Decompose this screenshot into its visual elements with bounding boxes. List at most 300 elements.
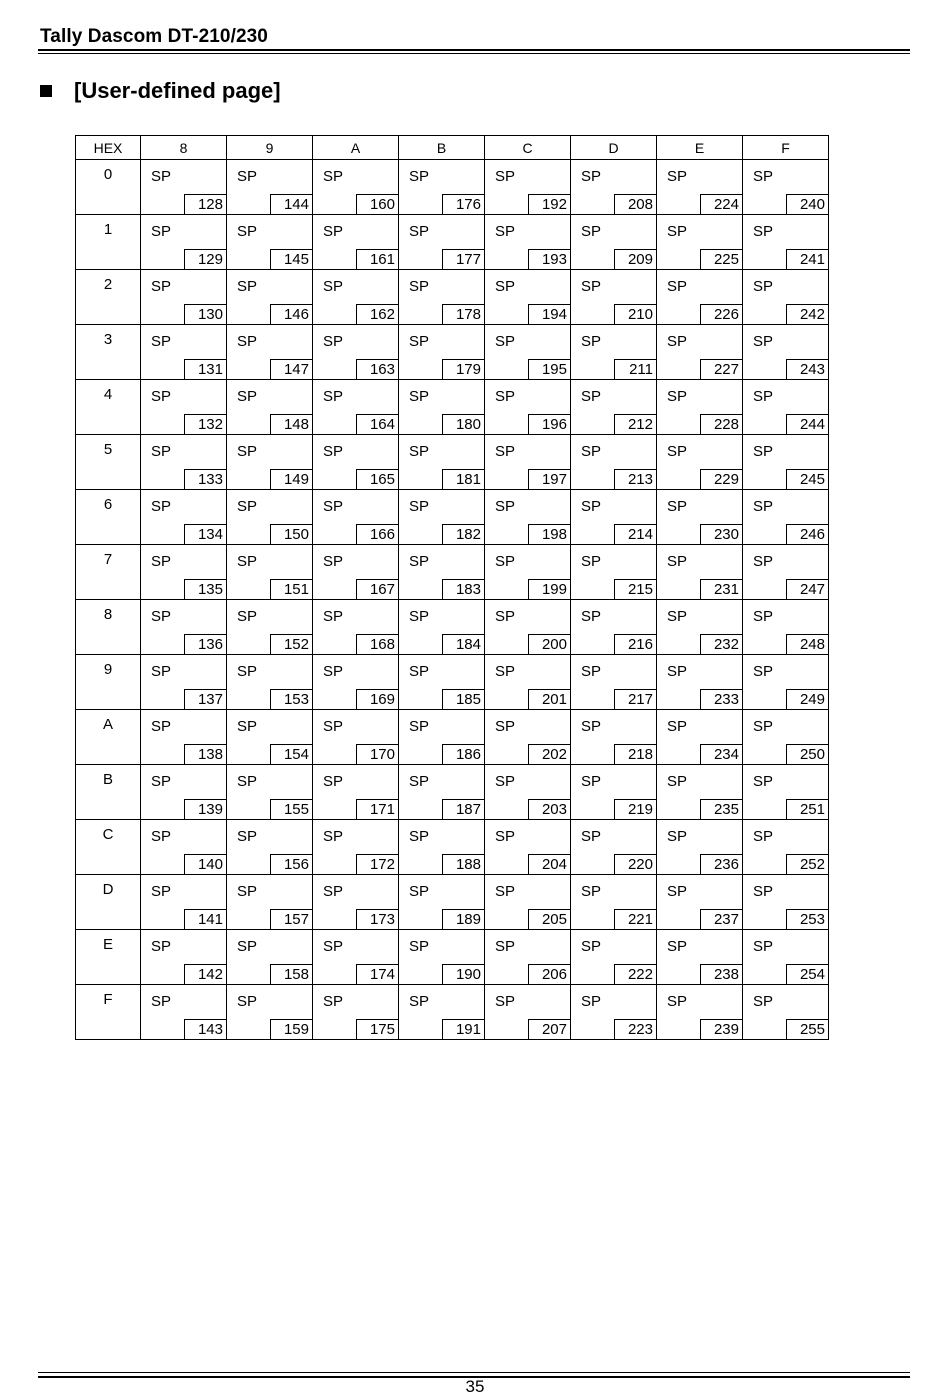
cell-code-value: 175 [356, 1019, 398, 1039]
cell-code-value: 225 [700, 249, 742, 269]
cell-code-value: 147 [270, 359, 312, 379]
cell-character-label: SP [151, 883, 172, 900]
table-cell [227, 710, 313, 765]
table-cell [571, 600, 657, 655]
cell-code-value: 177 [442, 249, 484, 269]
cell-code-value: 171 [356, 799, 398, 819]
cell-character-label: SP [151, 663, 172, 680]
cell-character-label: SP [151, 828, 172, 845]
table-row [76, 710, 829, 765]
cell-character-label: SP [581, 773, 602, 790]
cell-code-value: 236 [700, 854, 742, 874]
table-cell [313, 380, 399, 435]
table-cell [399, 490, 485, 545]
table-cell [571, 655, 657, 710]
table-cell [399, 435, 485, 490]
table-cell [399, 215, 485, 270]
table-cell [313, 490, 399, 545]
table-cell [657, 325, 743, 380]
table-cell [657, 930, 743, 985]
table-row [76, 215, 829, 270]
cell-code-value: 131 [184, 359, 226, 379]
cell-code-value: 198 [528, 524, 570, 544]
cell-character-label: SP [581, 883, 602, 900]
cell-code-value: 246 [786, 524, 828, 544]
cell-code-value: 185 [442, 689, 484, 709]
cell-character-label: SP [237, 278, 258, 295]
cell-character-label: SP [151, 993, 172, 1010]
table-cell [657, 380, 743, 435]
cell-character-label: SP [409, 883, 430, 900]
cell-character-label: SP [409, 278, 430, 295]
cell-character-label: SP [495, 443, 516, 460]
cell-code-value: 212 [614, 414, 656, 434]
table-cell [313, 875, 399, 930]
table-cell [141, 380, 227, 435]
cell-code-value: 161 [356, 249, 398, 269]
table-cell [141, 655, 227, 710]
cell-code-value: 221 [614, 909, 656, 929]
cell-code-value: 229 [700, 469, 742, 489]
cell-code-value: 176 [442, 194, 484, 214]
table-cell [743, 435, 829, 490]
cell-code-value: 203 [528, 799, 570, 819]
cell-code-value: 164 [356, 414, 398, 434]
table-cell [313, 655, 399, 710]
cell-character-label: SP [151, 938, 172, 955]
square-bullet-icon [40, 85, 52, 97]
document-title: Tally Dascom DT-210/230 [40, 26, 268, 47]
cell-code-value: 146 [270, 304, 312, 324]
cell-code-value: 252 [786, 854, 828, 874]
table-row [76, 380, 829, 435]
cell-character-label: SP [323, 883, 344, 900]
page-number: 35 [465, 1377, 485, 1396]
cell-character-label: SP [581, 223, 602, 240]
cell-character-label: SP [495, 278, 516, 295]
cell-code-value: 172 [356, 854, 398, 874]
table-cell [743, 875, 829, 930]
cell-code-value: 233 [700, 689, 742, 709]
cell-character-label: SP [323, 168, 344, 185]
character-code-table [75, 135, 829, 1040]
cell-character-label: SP [237, 773, 258, 790]
cell-code-value: 214 [614, 524, 656, 544]
cell-code-value: 217 [614, 689, 656, 709]
cell-code-value: 196 [528, 414, 570, 434]
table-cell [571, 160, 657, 215]
cell-character-label: SP [409, 168, 430, 185]
cell-character-label: SP [151, 168, 172, 185]
cell-character-label: SP [753, 498, 774, 515]
table-cell [227, 490, 313, 545]
section-heading [40, 78, 281, 104]
cell-character-label: SP [667, 278, 688, 295]
table-header-row [76, 136, 829, 160]
table-cell [743, 215, 829, 270]
table-cell [657, 765, 743, 820]
cell-code-value: 143 [184, 1019, 226, 1039]
cell-character-label: SP [151, 388, 172, 405]
cell-code-value: 202 [528, 744, 570, 764]
cell-code-value: 135 [184, 579, 226, 599]
table-cell [141, 765, 227, 820]
cell-code-value: 235 [700, 799, 742, 819]
cell-character-label: SP [753, 443, 774, 460]
cell-character-label: SP [151, 333, 172, 350]
row-header: 7 [76, 545, 141, 600]
table-cell [141, 875, 227, 930]
table-cell [313, 435, 399, 490]
cell-code-value: 163 [356, 359, 398, 379]
cell-character-label: SP [581, 388, 602, 405]
cell-character-label: SP [495, 993, 516, 1010]
table-row [76, 820, 829, 875]
table-cell [141, 545, 227, 600]
cell-character-label: SP [667, 553, 688, 570]
table-cell [485, 600, 571, 655]
table-cell [313, 985, 399, 1040]
cell-code-value: 255 [786, 1019, 828, 1039]
row-header: 3 [76, 325, 141, 380]
cell-code-value: 191 [442, 1019, 484, 1039]
table-cell [227, 985, 313, 1040]
table-cell [657, 710, 743, 765]
table-row [76, 875, 829, 930]
cell-code-value: 206 [528, 964, 570, 984]
table-cell [571, 325, 657, 380]
cell-character-label: SP [237, 443, 258, 460]
cell-character-label: SP [753, 608, 774, 625]
cell-character-label: SP [667, 333, 688, 350]
table-row [76, 765, 829, 820]
cell-character-label: SP [495, 883, 516, 900]
cell-character-label: SP [323, 333, 344, 350]
cell-character-label: SP [237, 388, 258, 405]
table-cell [227, 600, 313, 655]
table-cell [313, 600, 399, 655]
table-cell [743, 545, 829, 600]
cell-code-value: 142 [184, 964, 226, 984]
cell-code-value: 188 [442, 854, 484, 874]
cell-code-value: 192 [528, 194, 570, 214]
cell-code-value: 204 [528, 854, 570, 874]
table-cell [743, 270, 829, 325]
cell-code-value: 232 [700, 634, 742, 654]
cell-code-value: 156 [270, 854, 312, 874]
table-cell [399, 875, 485, 930]
cell-character-label: SP [323, 278, 344, 295]
table-cell [141, 490, 227, 545]
table-cell [657, 160, 743, 215]
cell-code-value: 134 [184, 524, 226, 544]
cell-character-label: SP [753, 718, 774, 735]
cell-code-value: 189 [442, 909, 484, 929]
table-cell [313, 160, 399, 215]
cell-code-value: 205 [528, 909, 570, 929]
table-cell [657, 435, 743, 490]
cell-code-value: 194 [528, 304, 570, 324]
cell-character-label: SP [151, 773, 172, 790]
cell-code-value: 166 [356, 524, 398, 544]
cell-code-value: 207 [528, 1019, 570, 1039]
cell-code-value: 184 [442, 634, 484, 654]
cell-code-value: 211 [614, 359, 656, 379]
cell-character-label: SP [495, 828, 516, 845]
cell-code-value: 139 [184, 799, 226, 819]
row-header: A [76, 710, 141, 765]
table-cell [485, 380, 571, 435]
table-cell [485, 160, 571, 215]
table-cell [743, 380, 829, 435]
cell-code-value: 152 [270, 634, 312, 654]
cell-code-value: 145 [270, 249, 312, 269]
table-cell [399, 325, 485, 380]
cell-code-value: 195 [528, 359, 570, 379]
cell-code-value: 226 [700, 304, 742, 324]
table-cell [141, 930, 227, 985]
cell-character-label: SP [323, 718, 344, 735]
table-cell [657, 655, 743, 710]
table-cell [743, 490, 829, 545]
table-cell [313, 215, 399, 270]
cell-code-value: 223 [614, 1019, 656, 1039]
cell-code-value: 151 [270, 579, 312, 599]
cell-character-label: SP [581, 828, 602, 845]
table-cell [141, 435, 227, 490]
cell-character-label: SP [237, 718, 258, 735]
cell-character-label: SP [237, 608, 258, 625]
table-cell [227, 160, 313, 215]
cell-code-value: 180 [442, 414, 484, 434]
header-rule-thin [38, 53, 910, 54]
table-cell [571, 435, 657, 490]
table-cell [399, 820, 485, 875]
table-cell [657, 545, 743, 600]
cell-character-label: SP [667, 168, 688, 185]
cell-code-value: 193 [528, 249, 570, 269]
cell-code-value: 228 [700, 414, 742, 434]
cell-character-label: SP [581, 718, 602, 735]
cell-character-label: SP [667, 718, 688, 735]
cell-code-value: 254 [786, 964, 828, 984]
cell-code-value: 141 [184, 909, 226, 929]
table-cell [313, 710, 399, 765]
column-header: A [313, 136, 399, 160]
table-cell [743, 985, 829, 1040]
footer-rule-thin [38, 1372, 910, 1373]
table-cell [141, 160, 227, 215]
cell-character-label: SP [409, 773, 430, 790]
cell-code-value: 216 [614, 634, 656, 654]
cell-code-value: 227 [700, 359, 742, 379]
cell-code-value: 187 [442, 799, 484, 819]
cell-code-value: 210 [614, 304, 656, 324]
cell-code-value: 222 [614, 964, 656, 984]
cell-character-label: SP [495, 938, 516, 955]
row-header: 2 [76, 270, 141, 325]
table-cell [227, 820, 313, 875]
table-row [76, 160, 829, 215]
cell-character-label: SP [753, 883, 774, 900]
row-header: D [76, 875, 141, 930]
cell-character-label: SP [495, 718, 516, 735]
row-header: 8 [76, 600, 141, 655]
cell-character-label: SP [495, 553, 516, 570]
column-header: F [743, 136, 829, 160]
cell-character-label: SP [237, 938, 258, 955]
cell-code-value: 158 [270, 964, 312, 984]
column-header: 9 [227, 136, 313, 160]
table-cell [399, 930, 485, 985]
table-cell [399, 710, 485, 765]
cell-code-value: 242 [786, 304, 828, 324]
cell-character-label: SP [667, 443, 688, 460]
cell-character-label: SP [667, 938, 688, 955]
table-cell [657, 600, 743, 655]
table-row [76, 985, 829, 1040]
cell-character-label: SP [581, 663, 602, 680]
cell-code-value: 144 [270, 194, 312, 214]
table-cell [399, 765, 485, 820]
table-row [76, 655, 829, 710]
cell-character-label: SP [753, 553, 774, 570]
cell-character-label: SP [237, 993, 258, 1010]
table-cell [227, 325, 313, 380]
cell-code-value: 250 [786, 744, 828, 764]
cell-code-value: 213 [614, 469, 656, 489]
row-header: F [76, 985, 141, 1040]
cell-code-value: 240 [786, 194, 828, 214]
table-cell [485, 875, 571, 930]
cell-character-label: SP [409, 608, 430, 625]
table-cell [141, 270, 227, 325]
cell-code-value: 201 [528, 689, 570, 709]
cell-character-label: SP [409, 718, 430, 735]
row-header: E [76, 930, 141, 985]
cell-code-value: 219 [614, 799, 656, 819]
cell-code-value: 224 [700, 194, 742, 214]
cell-code-value: 208 [614, 194, 656, 214]
cell-code-value: 168 [356, 634, 398, 654]
table-cell [313, 270, 399, 325]
cell-code-value: 138 [184, 744, 226, 764]
cell-character-label: SP [409, 938, 430, 955]
cell-character-label: SP [409, 443, 430, 460]
cell-code-value: 253 [786, 909, 828, 929]
table-cell [399, 600, 485, 655]
table-cell [485, 325, 571, 380]
table-cell [399, 545, 485, 600]
cell-code-value: 167 [356, 579, 398, 599]
cell-character-label: SP [409, 333, 430, 350]
cell-character-label: SP [323, 553, 344, 570]
table-cell [485, 710, 571, 765]
cell-character-label: SP [753, 663, 774, 680]
cell-code-value: 173 [356, 909, 398, 929]
row-header: 5 [76, 435, 141, 490]
cell-code-value: 181 [442, 469, 484, 489]
cell-character-label: SP [753, 993, 774, 1010]
cell-character-label: SP [237, 553, 258, 570]
cell-character-label: SP [323, 993, 344, 1010]
table-cell [571, 875, 657, 930]
row-header: B [76, 765, 141, 820]
cell-character-label: SP [323, 443, 344, 460]
cell-character-label: SP [237, 168, 258, 185]
table-cell [571, 545, 657, 600]
row-header: 6 [76, 490, 141, 545]
table-row [76, 930, 829, 985]
cell-code-value: 153 [270, 689, 312, 709]
table-cell [485, 985, 571, 1040]
table-cell [485, 655, 571, 710]
cell-code-value: 140 [184, 854, 226, 874]
cell-character-label: SP [323, 498, 344, 515]
cell-character-label: SP [409, 553, 430, 570]
cell-code-value: 133 [184, 469, 226, 489]
row-header: 0 [76, 160, 141, 215]
table-cell [399, 985, 485, 1040]
cell-character-label: SP [753, 278, 774, 295]
table-row [76, 325, 829, 380]
cell-code-value: 197 [528, 469, 570, 489]
cell-code-value: 215 [614, 579, 656, 599]
cell-character-label: SP [151, 443, 172, 460]
cell-character-label: SP [753, 333, 774, 350]
cell-character-label: SP [581, 498, 602, 515]
cell-code-value: 190 [442, 964, 484, 984]
cell-code-value: 251 [786, 799, 828, 819]
cell-code-value: 165 [356, 469, 398, 489]
table-cell [571, 490, 657, 545]
cell-character-label: SP [495, 388, 516, 405]
row-header: 4 [76, 380, 141, 435]
table-cell [743, 600, 829, 655]
cell-character-label: SP [581, 333, 602, 350]
table-cell [141, 600, 227, 655]
cell-character-label: SP [323, 938, 344, 955]
table-cell [485, 820, 571, 875]
cell-character-label: SP [753, 938, 774, 955]
table-cell [743, 160, 829, 215]
cell-code-value: 234 [700, 744, 742, 764]
cell-character-label: SP [753, 168, 774, 185]
table-cell [571, 820, 657, 875]
cell-character-label: SP [323, 608, 344, 625]
cell-character-label: SP [667, 663, 688, 680]
table-row [76, 600, 829, 655]
table-corner-header: HEX [76, 136, 141, 160]
table-cell [743, 325, 829, 380]
table-row [76, 435, 829, 490]
section-heading-text: [User-defined page] [74, 78, 281, 103]
table-cell [227, 435, 313, 490]
cell-character-label: SP [495, 168, 516, 185]
cell-code-value: 174 [356, 964, 398, 984]
table-cell [227, 930, 313, 985]
cell-code-value: 130 [184, 304, 226, 324]
table-cell [657, 270, 743, 325]
cell-code-value: 162 [356, 304, 398, 324]
table-row [76, 545, 829, 600]
table-cell [399, 270, 485, 325]
cell-character-label: SP [581, 993, 602, 1010]
cell-character-label: SP [667, 608, 688, 625]
header-rule-thick [38, 49, 910, 51]
cell-character-label: SP [495, 223, 516, 240]
table-cell [571, 765, 657, 820]
